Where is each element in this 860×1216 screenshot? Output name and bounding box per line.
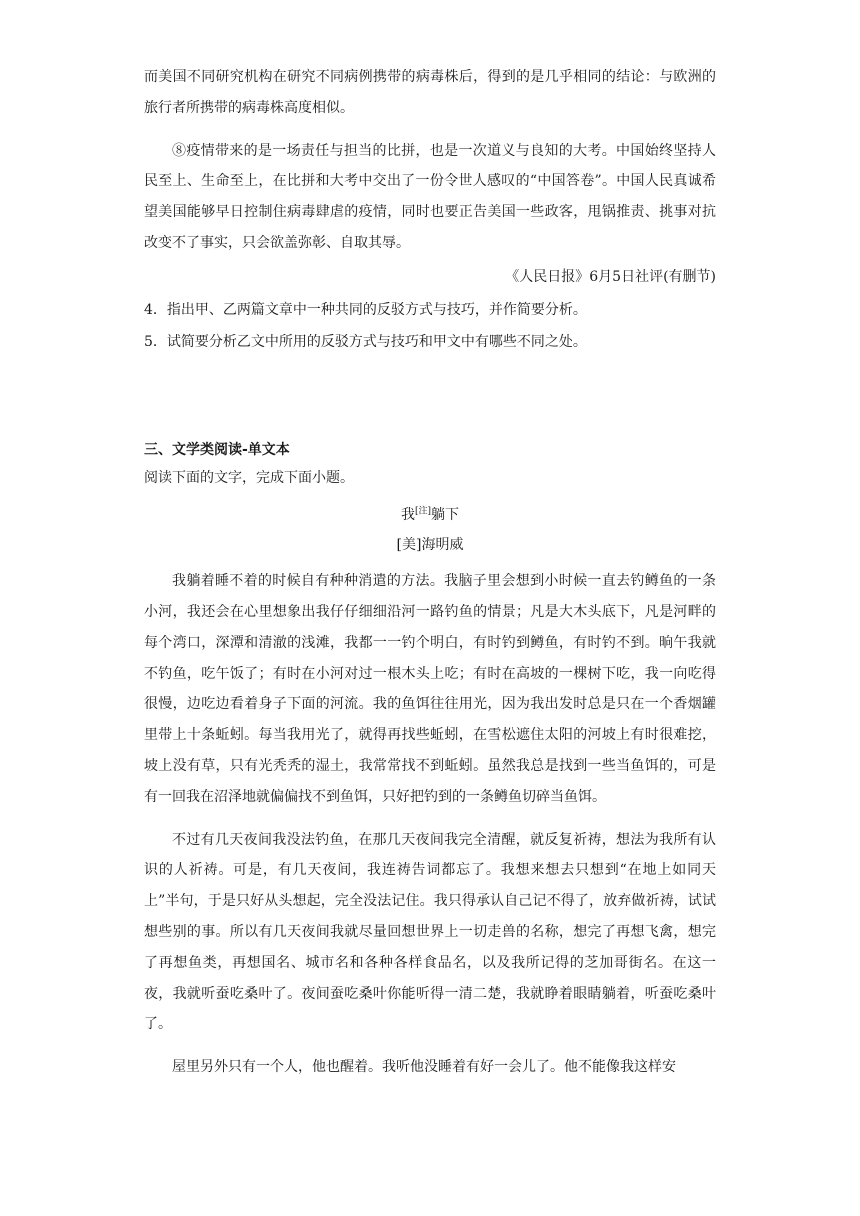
paragraph-7-end: 而美国不同研究机构在研究不同病例携带的病毒株后，得到的是几乎相同的结论：与欧洲的旅行者所携带的病毒株高度相似。 [144, 69, 716, 116]
section-heading: 三、文学类阅读-单文本 [144, 442, 290, 459]
source-citation: 《人民日报》6月5日社评(有删节) [505, 268, 716, 285]
question-5: 5．试简要分析乙文中所用的反驳方式与技巧和甲文中有哪些不同之处。 [144, 334, 587, 351]
article-author: [美]海明威 [396, 537, 464, 554]
reading-instruction: 阅读下面的文字，完成下面小题。 [144, 470, 354, 487]
article-title [144, 500, 716, 530]
paragraph-8: ⑧疫情带来的是一场责任与担当的比拼，也是一次道义与良知的大考。中国始终坚持人民至上、生命至上，在比拼和大考中交出了一份令世人感叹的“中国答卷”。中国人民真诚希望美国能够早日控制住病毒肆虐的疫情，同时也要正告美国一些政客，甩锅推责、挑事对抗改变不了事实，只会欲盖弥彰、自取其辱。 [144, 142, 716, 251]
story-paragraph-2: 不过有几天夜间我没法钓鱼，在那几天夜间我完全清醒，就反复祈祷，想法为我所有认识的人祈祷。可是，有几天夜间，我连祷告词都忘了。我想来想去只想到“在地上如同天上”半句，于是只好从头想起，完全没法记住。我只得承认自己记不得了，放弃做祈祷，试试想些别的事。所以有几天夜间我就尽量回想世界上一切走兽的名称，想完了再想飞禽，想完了再想鱼类，再想国名、城市名和各种各样食品名，以及我所记得的芝加哥街名。在这一夜，我就听蚕吃桑叶了。夜间蚕吃桑叶你能听得一清二楚，我就睁着眼睛躺着，听蚕吃桑叶了。 [144, 831, 716, 1033]
title-text-post: 躺下 [431, 507, 460, 524]
story-paragraph-1: 我躺着睡不着的时候自有种种消遣的方法。我脑子里会想到小时候一直去钓鳟鱼的一条小河，我还会在心里想象出我仔仔细细沿河一路钓鱼的情景；凡是大木头底下，凡是河畔的每个湾口，深潭和清澈的浅滩，我都一一钓个明白，有时钓到鳟鱼，有时钓不到。晌午我就不钓鱼，吃午饭了；有时在小河对过一根木头上吃；有时在高坡的一棵树下吃，我一向吃得很慢，边吃边看着身子下面的河流。我的鱼饵往往用光，因为我出发时总是只在一个香烟罐里带上十条蚯蚓。每当我用光了，就得再找些蚯蚓，在雪松遮住太阳的河坡上有时很难挖，坡上没有草，只有光秃秃的湿土，我常常找不到蚯蚓。虽然我总是找到一些当鱼饵的，可是有一回我在沼泽地就偏偏找不到鱼饵，只好把钓到的一条鳟鱼切碎当鱼饵。 [144, 573, 716, 805]
page-content [144, 62, 716, 1083]
question-4: 4．指出甲、乙两篇文章中一种共同的反驳方式与技巧，并作简要分析。 [144, 301, 587, 318]
title-note-marker: [注] [414, 506, 432, 517]
title-text-pre: 我 [400, 507, 415, 524]
story-paragraph-3: 屋里另外只有一个人，他也醒着。我听他没睡着有好一会儿了。他不能像我这样安 [172, 1059, 676, 1076]
